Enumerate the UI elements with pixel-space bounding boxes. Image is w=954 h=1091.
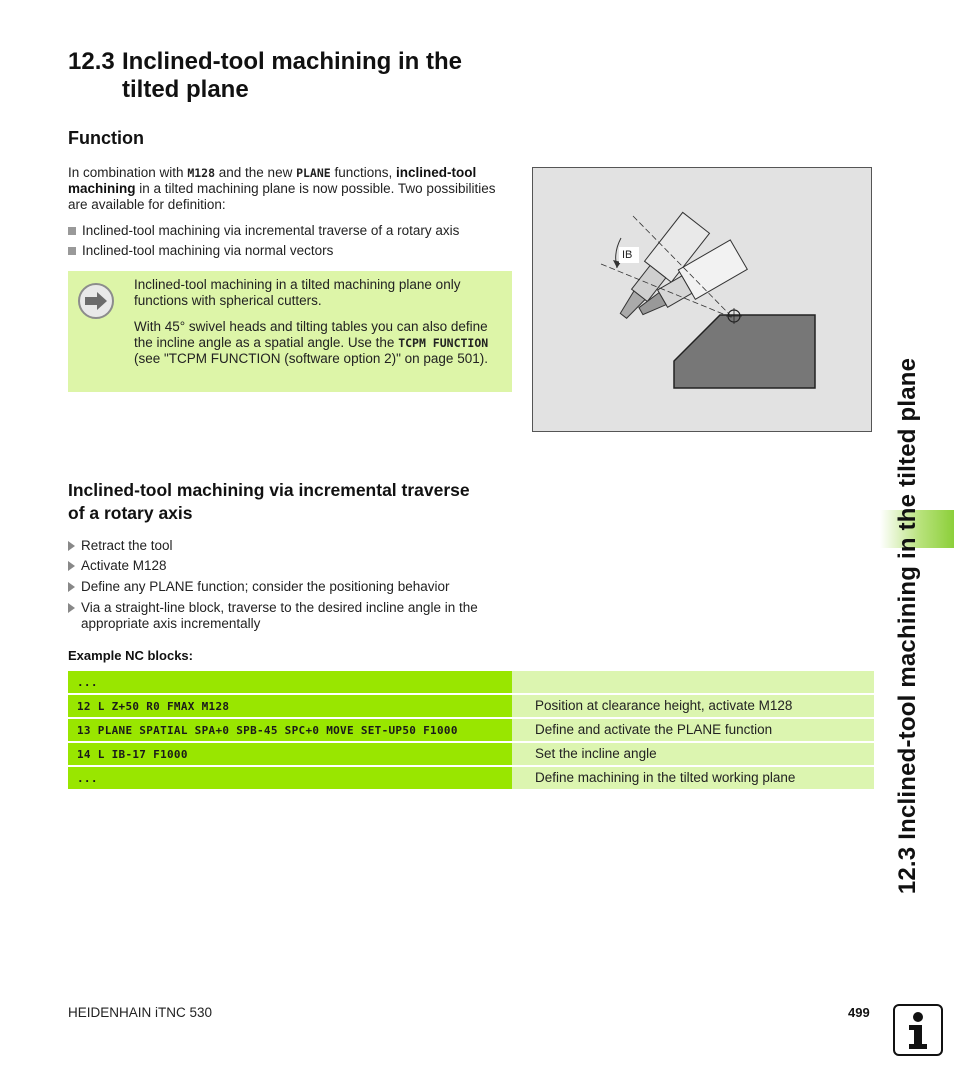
square-bullet-icon	[68, 247, 76, 255]
nc-description: Set the incline angle	[535, 746, 657, 761]
triangle-bullet-icon	[68, 582, 75, 592]
triangle-bullet-icon	[68, 561, 75, 571]
example-label: Example NC blocks:	[68, 648, 193, 663]
tool-incline-figure	[532, 167, 872, 432]
page-number: 499	[848, 1005, 870, 1020]
table-row	[68, 671, 874, 693]
code-tcpm-function: TCPM FUNCTION	[398, 336, 489, 350]
step-item: Define any PLANE function; consider the positioning behavior	[68, 579, 518, 595]
title-line-1: Inclined-tool machining in the	[122, 48, 462, 75]
section-number: 12.3	[68, 48, 115, 75]
title-line-2: tilted plane	[122, 76, 249, 103]
nc-description: Define and activate the PLANE function	[535, 722, 773, 737]
table-row	[68, 695, 874, 717]
table-row	[68, 743, 874, 765]
triangle-bullet-icon	[68, 603, 75, 613]
page-title	[68, 48, 538, 104]
triangle-bullet-icon	[68, 541, 75, 551]
table-row	[68, 767, 874, 789]
note-box	[68, 271, 512, 392]
nc-blocks-table	[68, 671, 874, 792]
nc-code: ...	[77, 772, 98, 785]
figure-label: IB	[622, 249, 633, 261]
step-item: Retract the tool	[68, 538, 518, 554]
note-text-1: Inclined-tool machining in a tilted machining plane only functions with spherical cutters.	[134, 277, 461, 308]
note-text-2: With 45° swivel heads and tilting tables you can also define the incline angle as a spatial angle. Use the TCPM FUNCTION (see "TCPM FUNCTION (software option 2)" on page 501).	[134, 319, 489, 366]
list-item: Inclined-tool machining via normal vectors	[68, 243, 518, 259]
function-heading: Function	[68, 128, 144, 148]
step-item: Activate M128	[68, 558, 518, 574]
bold-term: inclined-tool machining	[68, 165, 477, 196]
nc-code: 13 PLANE SPATIAL SPA+0 SPB-45 SPC+0 MOVE SET-UP50 F1000	[77, 724, 458, 737]
nc-description: Position at clearance height, activate M128	[535, 698, 793, 713]
nc-code: ...	[77, 676, 98, 689]
nc-code: 14 L IB-17 F1000	[77, 748, 188, 761]
square-bullet-icon	[68, 227, 76, 235]
step-item: Via a straight-line block, traverse to the desired incline angle in the appropriate axis incrementally	[68, 600, 518, 632]
code-plane: PLANE	[296, 166, 331, 180]
info-icon	[893, 1004, 943, 1056]
incremental-heading: Inclined-tool machining via incremental traverse of a rotary axis	[68, 480, 470, 523]
list-item: Inclined-tool machining via incremental traverse of a rotary axis	[68, 223, 518, 239]
table-row	[68, 719, 874, 741]
footer-product: HEIDENHAIN iTNC 530	[68, 1005, 213, 1020]
arrow-right-icon	[78, 283, 114, 319]
nc-code: 12 L Z+50 R0 FMAX M128	[77, 700, 230, 713]
function-paragraph: In combination with M128 and the new PLANE functions, inclined-tool machining in a tilted machining plane is now possible. Two possibilities are available for definition:	[68, 165, 496, 212]
code-m128: M128	[187, 166, 216, 180]
nc-description: Define machining in the tilted working plane	[535, 770, 796, 785]
